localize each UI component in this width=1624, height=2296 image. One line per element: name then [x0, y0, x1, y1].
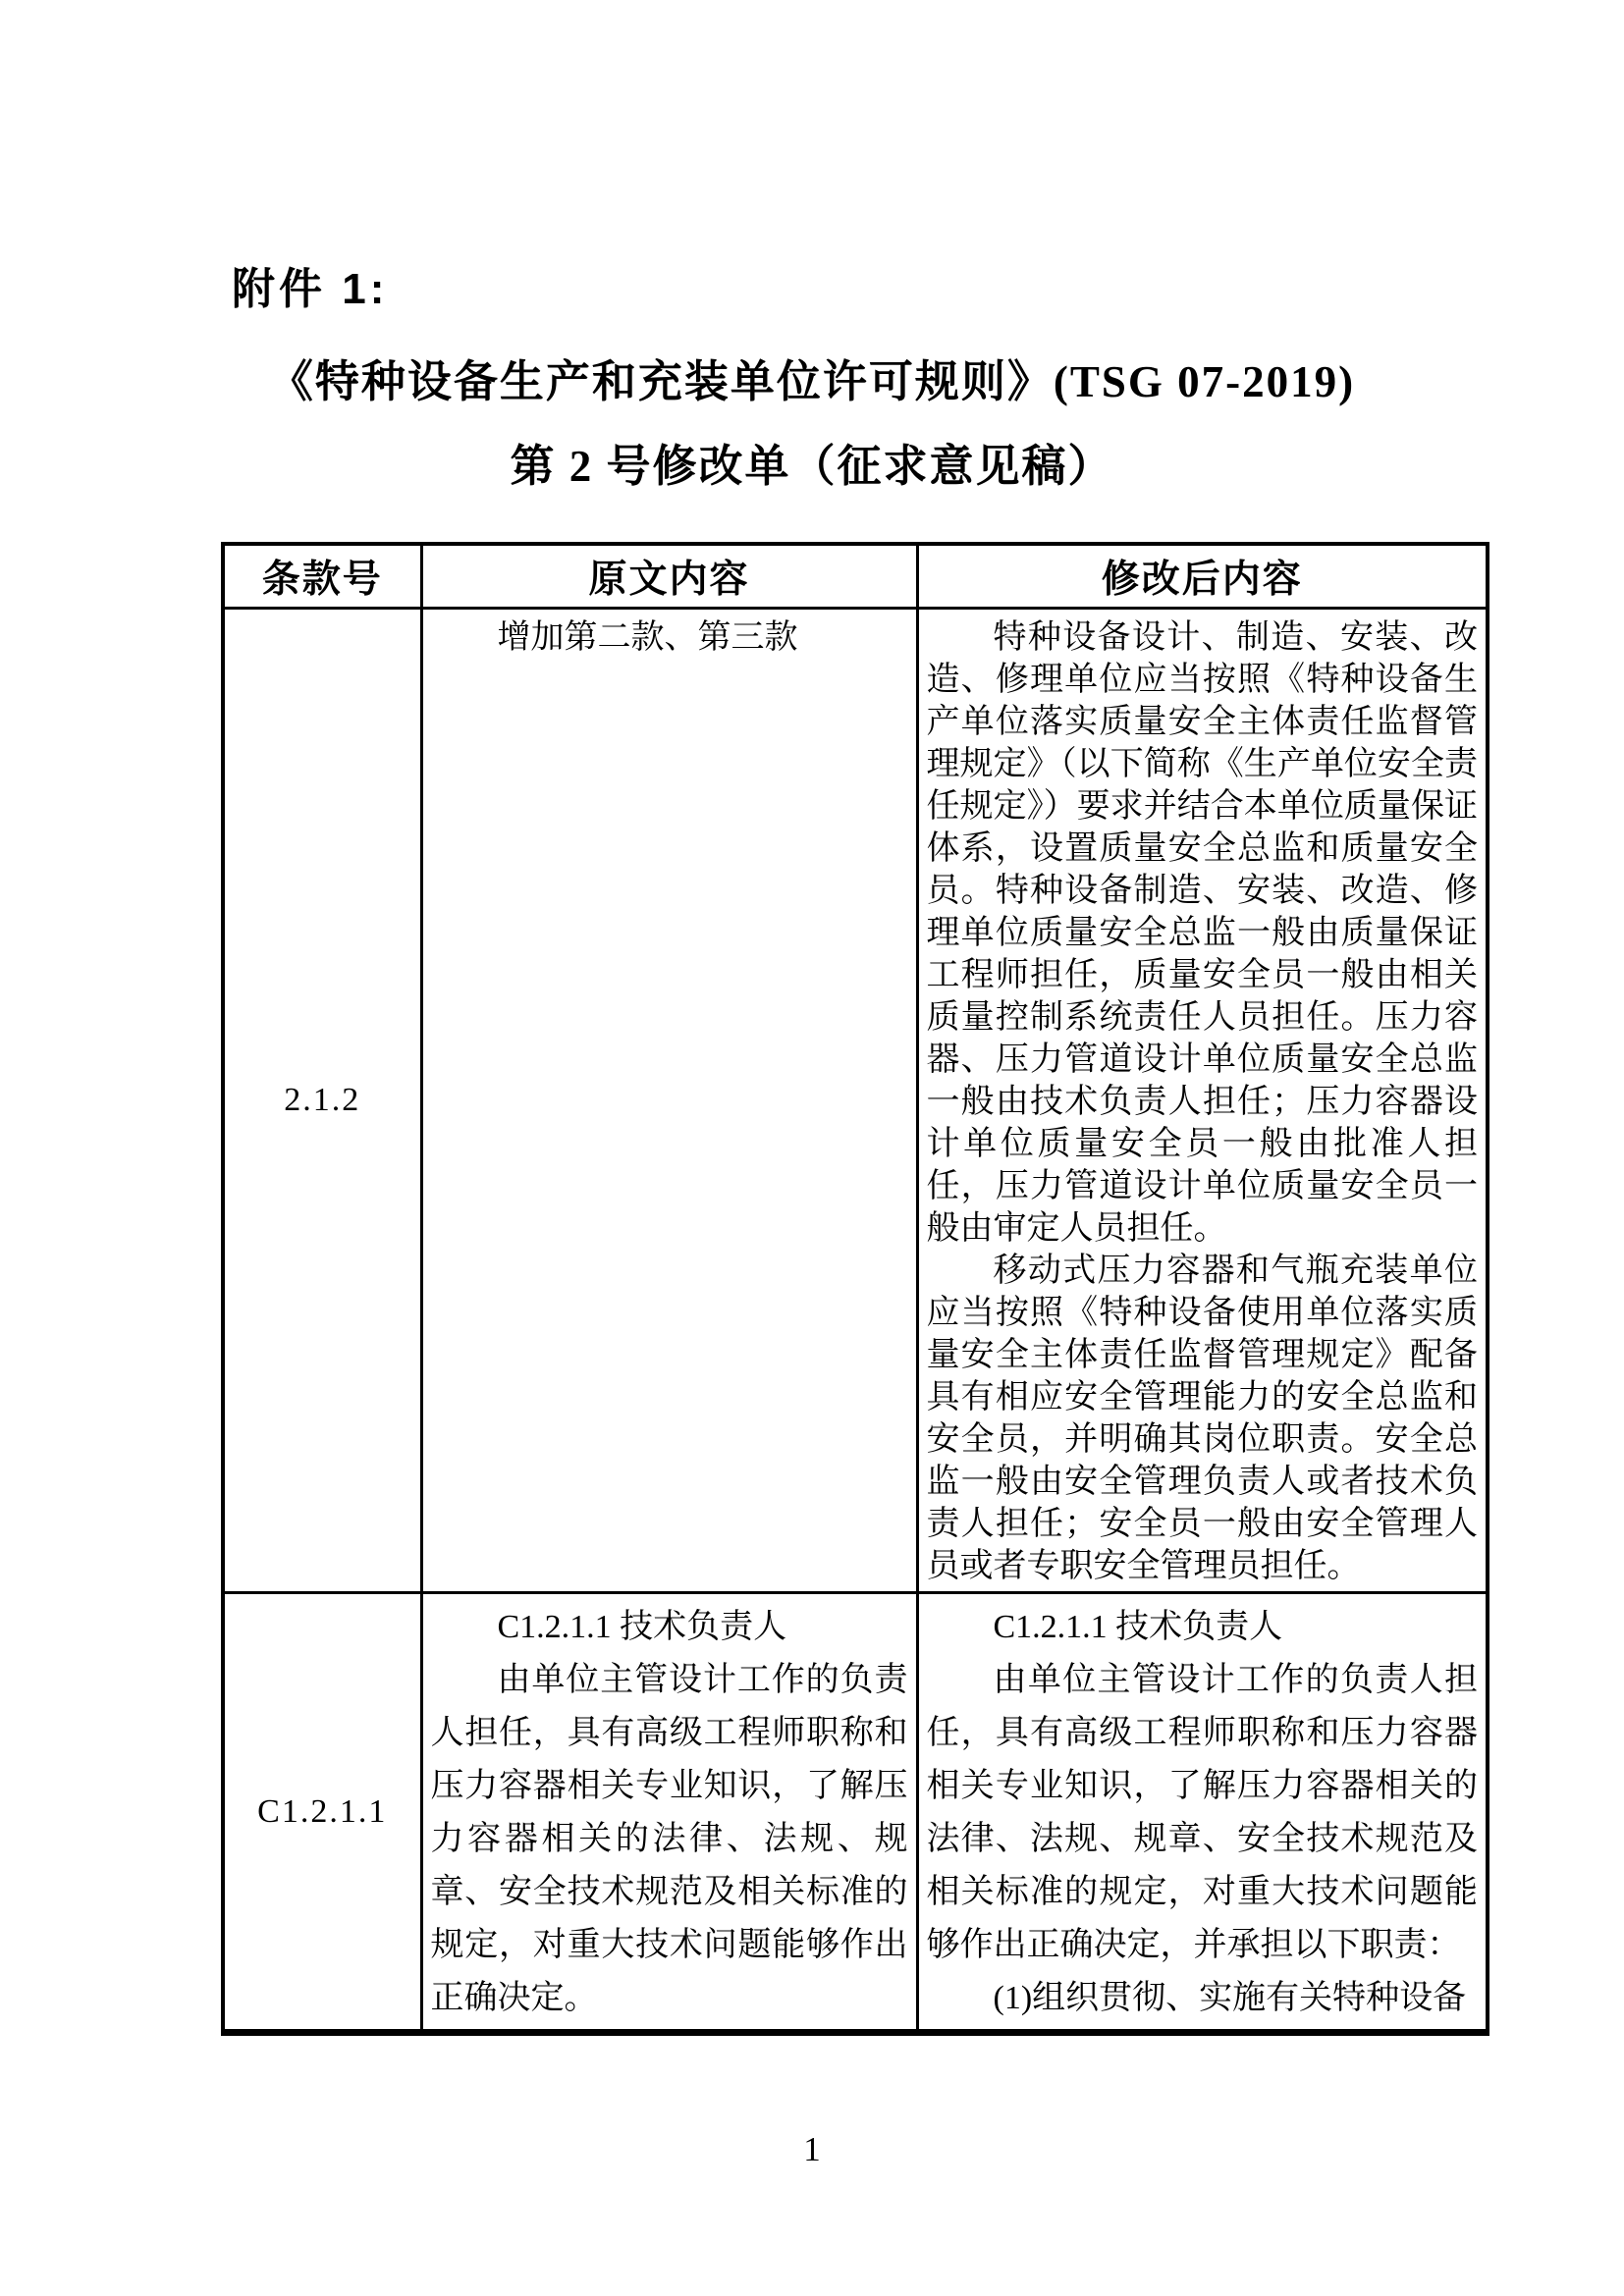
- document-title-line1: 《特种设备生产和充装单位许可规则》(TSG 07-2019): [268, 357, 1356, 406]
- revised-paragraph: (1)组织贯彻、实施有关特种设备: [993, 1980, 1467, 2016]
- revised-content-cell: [917, 609, 1488, 1593]
- revised-paragraph: C1.2.1.1 技术负责人: [993, 1609, 1283, 1645]
- original-content-cell: [421, 609, 917, 1593]
- clause-number-cell: C1.2.1.1: [223, 1593, 421, 2033]
- original-content-cell: [421, 1593, 917, 2033]
- header-row: [223, 544, 1488, 609]
- revision-table: [221, 542, 1489, 2036]
- attachment-label: 附件 1:: [232, 265, 389, 313]
- revised-paragraph: 移动式压力容器和气瓶充装单位应当按照《特种设备使用单位落实质量安全主体责任监督管理规定》配备具有相应安全管理能力的安全总监和安全员，并明确其岗位职责。安全总监一般由安全管理负责人或者技术负责人担任；安全员一般由安全管理人员或者专职安全管理员担任。: [926, 1253, 1478, 1584]
- revision-table-header: [223, 544, 1488, 609]
- header-cell-original: 原文内容: [421, 544, 917, 609]
- header-cell-revised: 修改后内容: [917, 544, 1488, 609]
- original-paragraph: 增加第二款、第三款: [497, 619, 798, 656]
- table-row-2-1-2: [223, 609, 1488, 1593]
- revised-content-cell: [917, 1593, 1488, 2033]
- original-paragraph: C1.2.1.1 技术负责人: [497, 1609, 787, 1645]
- table-row-c1-2-1-1: [223, 1593, 1488, 2033]
- revised-paragraph: 由单位主管设计工作的负责人担任，具有高级工程师职称和压力容器相关专业知识，了解压力容器相关的法律、法规、规章、安全技术规范及相关标准的规定，对重大技术问题能够作出正确决定，并承担以下职责：: [926, 1662, 1478, 1963]
- original-paragraph: 由单位主管设计工作的负责人担任，具有高级工程师职称和压力容器相关专业知识，了解压力容器相关的法律、法规、规章、安全技术规范及相关标准的规定，对重大技术问题能够作出正确决定。: [430, 1662, 908, 2016]
- page-number: 1: [803, 2130, 821, 2168]
- clause-number-cell: 2.1.2: [223, 609, 421, 1593]
- document-title-line2: 第 2 号修改单（征求意见稿）: [510, 442, 1114, 491]
- revised-paragraph: 特种设备设计、制造、安装、改造、修理单位应当按照《特种设备生产单位落实质量安全主体责任监督管理规定》（以下简称《生产单位安全责任规定》）要求并结合本单位质量保证体系，设置质量安全总监和质量安全员。特种设备制造、安装、改造、修理单位质量安全总监一般由质量保证工程师担任，质量安全员一般由相关质量控制系统责任人员担任。压力容器、压力管道设计单位质量安全总监一般由技术负责人担任；压力容器设计单位质量安全员一般由批准人担任，压力管道设计单位质量安全员一般由审定人员担任。: [926, 619, 1478, 1247]
- header-cell-clause: 条款号: [223, 544, 421, 609]
